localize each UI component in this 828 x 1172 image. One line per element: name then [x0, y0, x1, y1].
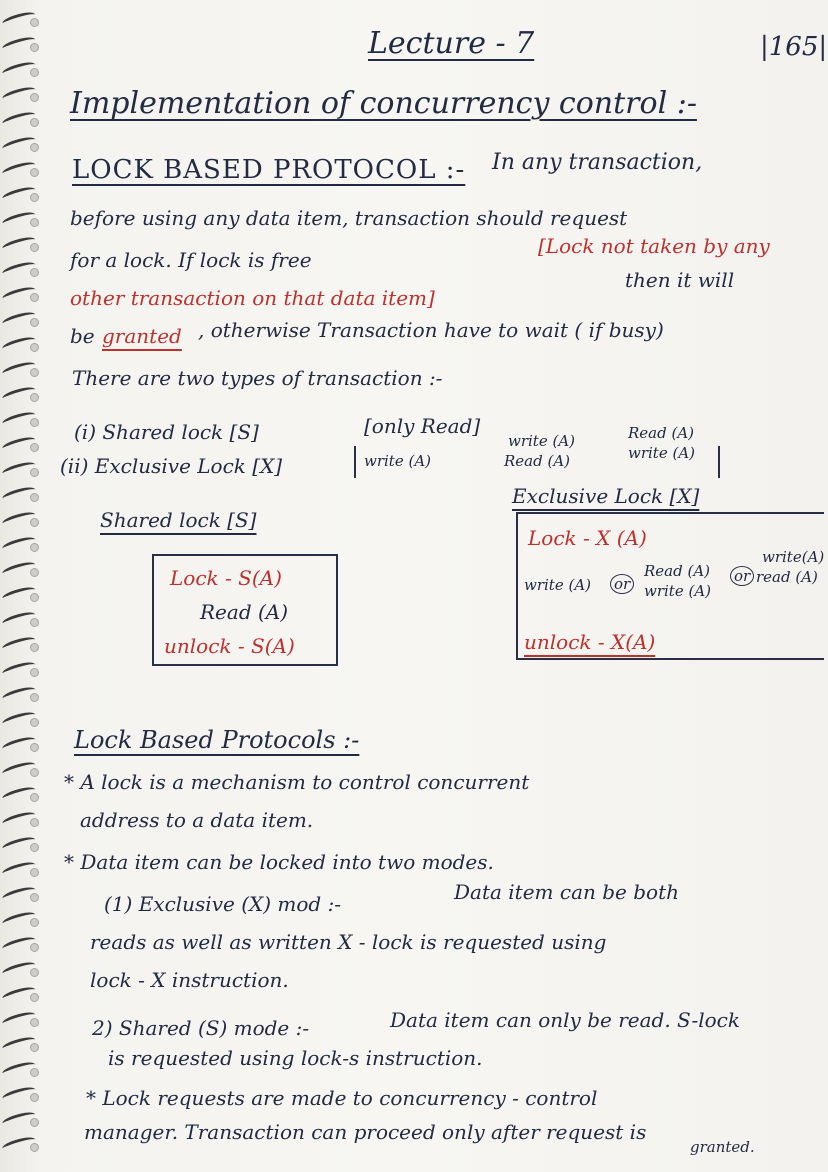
bullet-3b: manager. Transaction can proceed only after request is: [84, 1120, 647, 1144]
mode-1a: (1) Exclusive (X) mod :-: [104, 892, 342, 916]
mode-1c: reads as well as written X - lock is requested using: [90, 930, 607, 954]
binding-hole: [30, 293, 39, 302]
exclusive-lock-box: [516, 512, 824, 660]
binding-hole: [30, 768, 39, 777]
exclusive-lock-title: Exclusive Lock [X]: [512, 484, 700, 508]
shared-read-line: Read (A): [200, 600, 289, 624]
binding-hole: [30, 993, 39, 1002]
red-note-1: [Lock not taken by any: [538, 234, 770, 258]
binding-hole: [30, 243, 39, 252]
intro-text: In any transaction,: [492, 150, 703, 175]
exclusive-or-2: or: [730, 566, 754, 586]
binding-hole: [30, 543, 39, 552]
lecture-title: Lecture - 7: [368, 26, 535, 61]
binding-hole: [30, 68, 39, 77]
binding-hole: [30, 668, 39, 677]
exclusive-write-line-3: write(A): [762, 548, 825, 566]
exclusive-read-line: Read (A): [644, 562, 711, 580]
body-line-4: , otherwise Transaction have to wait ( if busy): [198, 318, 664, 342]
binding-hole: [30, 93, 39, 102]
exclusive-or-1: or: [610, 574, 634, 594]
exclusive-lock-line: Lock - X (A): [528, 526, 647, 550]
mode-2a: 2) Shared (S) mode :-: [92, 1016, 310, 1040]
mode-2c: is requested using lock-s instruction.: [108, 1046, 483, 1070]
binding-hole: [30, 693, 39, 702]
binding-hole: [30, 1068, 39, 1077]
binding-hole: [30, 1143, 39, 1152]
section-title-lock-based-protocol: LOCK BASED PROTOCOL :-: [72, 155, 466, 185]
binding-hole: [30, 318, 39, 327]
binding-hole: [30, 943, 39, 952]
binding-hole: [30, 268, 39, 277]
type1-label: (i) Shared lock [S]: [74, 420, 259, 444]
body-line-2: for a lock. If lock is free: [70, 248, 312, 272]
exclusive-write-line: write (A): [524, 576, 592, 594]
binding-hole: [30, 168, 39, 177]
bullet-1b: address to a data item.: [80, 808, 314, 832]
exclusive-read-line-3: read (A): [756, 568, 818, 586]
binding-hole: [30, 1018, 39, 1027]
binding-hole: [30, 968, 39, 977]
body-line-3: then it will: [625, 268, 735, 292]
binding-hole: [30, 118, 39, 127]
section-title-lock-based-protocols: Lock Based Protocols :-: [74, 726, 360, 754]
binding-hole: [30, 418, 39, 427]
binding-hole: [30, 593, 39, 602]
shared-unlock-line: unlock - S(A): [164, 634, 295, 658]
exclusive-write-line-2: write (A): [644, 582, 712, 600]
binding-hole: [30, 493, 39, 502]
binding-hole: [30, 143, 39, 152]
types-intro: There are two types of transaction :-: [72, 366, 443, 390]
red-note-2: other transaction on that data item]: [70, 286, 435, 310]
bullet-3c: granted.: [690, 1138, 755, 1156]
binding-hole: [30, 1118, 39, 1127]
binding-hole: [30, 468, 39, 477]
type1-note: [only Read]: [364, 414, 481, 438]
type2-label: (ii) Exclusive Lock [X]: [60, 454, 283, 478]
spiral-binding: [0, 8, 42, 1168]
binding-hole: [30, 368, 39, 377]
binding-hole: [30, 193, 39, 202]
binding-hole: [30, 43, 39, 52]
binding-hole: [30, 218, 39, 227]
red-granted: granted: [102, 324, 182, 348]
binding-hole: [30, 18, 39, 27]
type2-note-5: write (A): [628, 444, 696, 462]
binding-hole: [30, 393, 39, 402]
binding-hole: [30, 893, 39, 902]
bullet-2: * Data item can be locked into two modes.: [64, 850, 494, 874]
binding-hole: [30, 793, 39, 802]
binding-hole: [30, 518, 39, 527]
mode-1b: Data item can be both: [454, 880, 679, 904]
shared-lock-title: Shared lock [S]: [100, 508, 257, 532]
exclusive-unlock-line: unlock - X(A): [524, 630, 656, 654]
type2-note-4: Read (A): [628, 424, 695, 442]
binding-hole: [30, 643, 39, 652]
binding-hole: [30, 918, 39, 927]
binding-hole: [30, 1093, 39, 1102]
binding-hole: [30, 618, 39, 627]
binding-hole: [30, 1043, 39, 1052]
binding-hole: [30, 568, 39, 577]
bullet-3a: * Lock requests are made to concurrency - control: [86, 1086, 598, 1110]
page-heading: Implementation of concurrency control :-: [70, 86, 697, 121]
type2-note-1: write (A): [364, 452, 432, 470]
binding-hole: [30, 843, 39, 852]
mode-2b: Data item can only be read. S-lock: [390, 1008, 740, 1032]
bullet-1a: * A lock is a mechanism to control concurrent: [64, 770, 530, 794]
binding-hole: [30, 743, 39, 752]
type2-note-3: Read (A): [504, 452, 571, 470]
binding-hole: [30, 868, 39, 877]
body-line-4-be: be: [70, 324, 95, 348]
binding-hole: [30, 818, 39, 827]
shared-lock-line: Lock - S(A): [170, 566, 282, 590]
page-number: |165|: [760, 32, 828, 62]
binding-hole: [30, 443, 39, 452]
binding-hole: [30, 343, 39, 352]
binding-hole: [30, 718, 39, 727]
shared-lock-box: [152, 554, 338, 666]
body-line-1: before using any data item, transaction should request: [70, 206, 628, 230]
mode-1d: lock - X instruction.: [90, 968, 289, 992]
type2-note-2: write (A): [508, 432, 576, 450]
